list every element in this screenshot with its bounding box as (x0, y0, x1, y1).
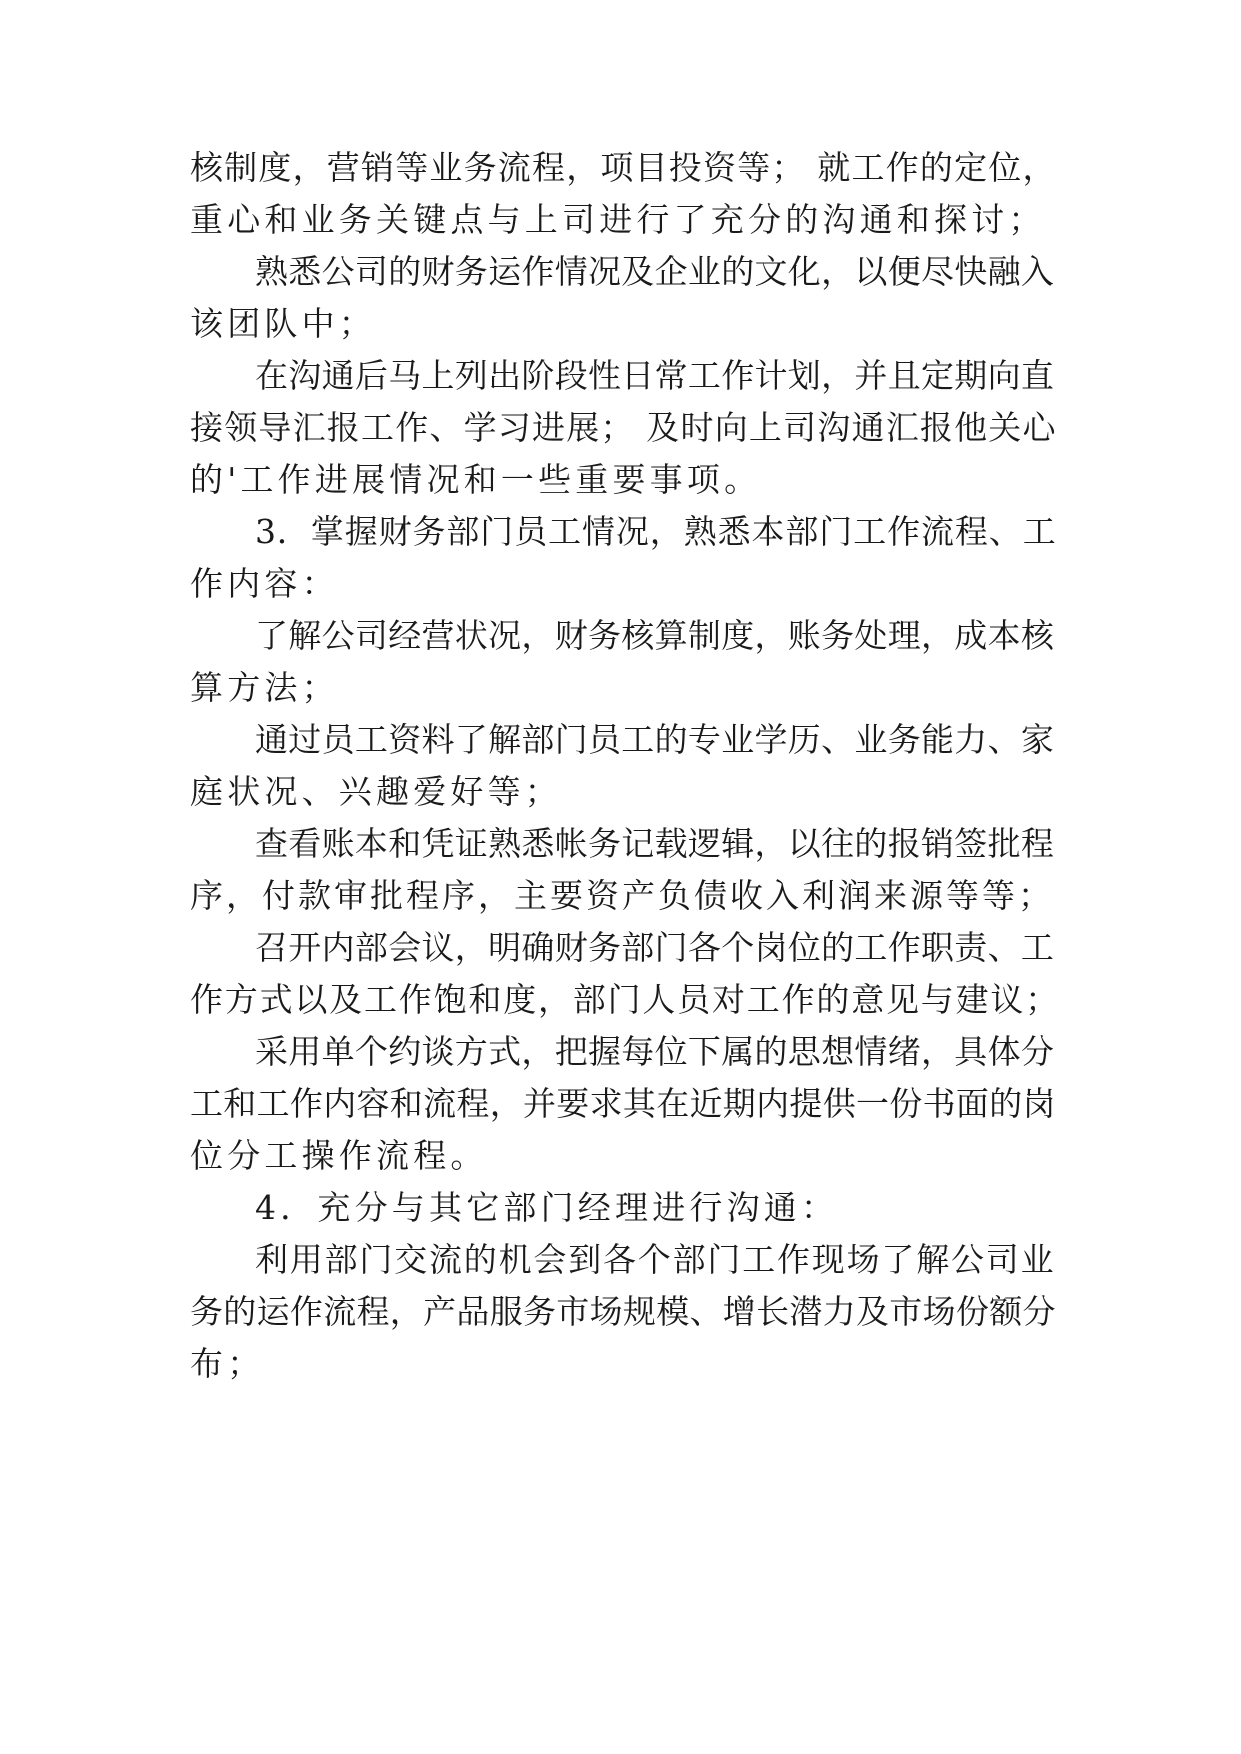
text-line: 务的运作流程，产品服务市场规模、增长潜力及市场份额分 (190, 1292, 1056, 1331)
paragraph-start-line: 通过员工资料了解部门员工的专业学历、业务能力、家 (255, 720, 1055, 759)
paragraph-start-line: 利用部门交流的机会到各个部门工作现场了解公司业 (255, 1240, 1056, 1279)
paragraph-start-line: 熟悉公司的财务运作情况及企业的文化，以便尽快融入 (255, 252, 1055, 291)
paragraph-start-line: 了解公司经营状况，财务核算制度，账务处理，成本核 (255, 616, 1055, 655)
text-line: 的'工作进展情况和一些重要事项。 (190, 460, 762, 499)
text-line: 庭状况、兴趣爱好等； (190, 772, 562, 811)
paragraph-start-line: 查看账本和凭证熟悉帐务记载逻辑，以往的报销签批程 (255, 824, 1055, 863)
section-heading-line: 4．充分与其它部门经理进行沟通： (255, 1188, 839, 1227)
section-heading-line: 3．掌握财务部门员工情况，熟悉本部门工作流程、工 (255, 512, 1057, 551)
text-line: 接领导汇报工作、学习进展； 及时向上司沟通汇报他关心 (190, 408, 1057, 447)
text-line: 重心和业务关键点与上司进行了充分的沟通和探讨； (190, 200, 1046, 239)
text-line: 作内容： (190, 564, 339, 603)
text-line: 布； (190, 1344, 265, 1383)
text-line: 工和工作内容和流程，并要求其在近期内提供一份书面的岗 (190, 1084, 1056, 1123)
text-line: 作方式以及工作饱和度，部门人员对工作的意见与建议； (190, 980, 1060, 1019)
text-line: 核制度，营销等业务流程，项目投资等； 就工作的定位， (190, 148, 1057, 187)
text-line: 算方法； (190, 668, 339, 707)
text-line: 位分工操作流程。 (190, 1136, 488, 1175)
paragraph-start-line: 召开内部会议，明确财务部门各个岗位的工作职责、工 (255, 928, 1055, 967)
text-line: 该团队中； (190, 304, 376, 343)
text-line: 序，付款审批程序，主要资产负债收入利润来源等等； (190, 876, 1054, 915)
paragraph-start-line: 采用单个约谈方式，把握每位下属的思想情绪，具体分 (255, 1032, 1055, 1071)
paragraph-start-line: 在沟通后马上列出阶段性日常工作计划，并且定期向直 (255, 356, 1055, 395)
